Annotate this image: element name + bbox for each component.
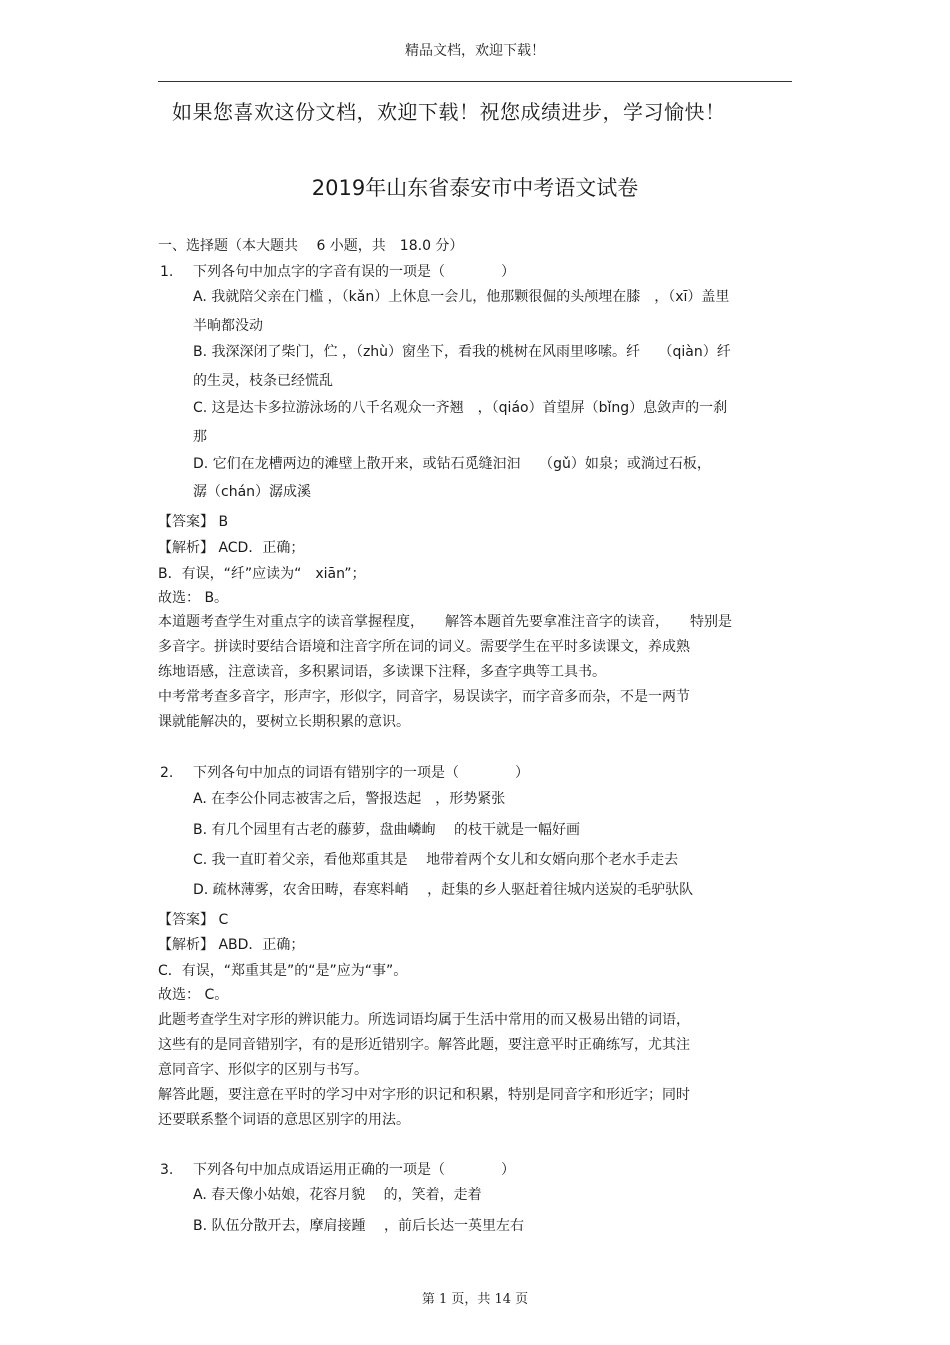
document-title: 2019年山东省泰安市中考语文试卷 [311, 176, 639, 200]
q1-number: 1. [160, 264, 174, 280]
page-footer: 第 1 页，共 14 页 [421, 1292, 529, 1307]
q1-b-correction: B．有误，“纤”应读为“ xiān”； [158, 566, 366, 582]
q1-option-c-line1: C. 这是达卡多拉游泳场的八千名观众一齐翘 ，（qiáo）首望屏（bǐng）息敛声的一刹 [193, 400, 728, 416]
q1-option-d-line1: D. 它们在龙槽两边的滩壁上散开来，或钻石觅缝汩汩 （gǔ）如泉；或淌过石板， [193, 456, 711, 472]
welcome-banner: 如果您喜欢这份文档，欢迎下载！祝您成绩进步，学习愉快！ [172, 100, 726, 124]
q2-explain-line: 还要联系整个词语的意思区别字的用法。 [158, 1112, 410, 1128]
q2-number: 2. [160, 765, 174, 781]
q1-option-a-line2: 半晌都没动 [193, 318, 263, 334]
section-heading: 一、选择题（本大题共 6 小题，共 18.0 分） [158, 238, 464, 254]
q1-option-a-line1: A. 我就陪父亲在门槛 ，（kǎn）上休息一会儿，他那颗很倔的头颅埋在膝 ，（xī）盖里 [193, 289, 730, 305]
q2-explain-line: 意同音字、形似字的区别与书写。 [158, 1062, 368, 1078]
q2-explain-line: 这些有的是同音错别字，有的是形近错别字。解答此题，要注意平时正确练写，尤其注 [158, 1037, 690, 1053]
q1-explain-line: 中考常考查多音字，形声字，形似字，同音字，易误读字，而字音多而杂，不是一两节 [158, 689, 690, 705]
q2-option-b: B. 有几个园里有古老的藤萝，盘曲嶙峋 的枝干就是一幅好画 [193, 822, 580, 838]
q1-explain-line: 练地语感，注意读音，多积累词语，多读课下注释，多查字典等工具书。 [158, 664, 606, 680]
q1-conclusion: 故选： B。 [158, 590, 229, 606]
q2-analysis: 【解析】 ABD．正确； [158, 937, 305, 953]
q1-option-b-line1: B. 我深深闭了柴门，伫 ，（zhù）窗坐下，看我的桃树在风雨里哆嗦。纤 （qiàn）纤 [193, 344, 731, 360]
q1-explain-line: 本道题考查学生对重点字的读音掌握程度， 解答本题首先要拿准注音字的读音， 特别是 [158, 614, 732, 630]
header-rule [158, 81, 792, 82]
q1-text: 下列各句中加点字的字音有误的一项是（ ） [193, 264, 515, 280]
q2-explain-line: 解答此题，要注意在平时的学习中对字形的识记和积累，特别是同音字和形近字；同时 [158, 1087, 690, 1103]
q1-option-b-line2: 的生灵，枝条已经慌乱 [193, 373, 333, 389]
q2-explain-line: 此题考查学生对字形的辨识能力。所选词语均属于生活中常用的而又极易出错的词语， [158, 1012, 690, 1028]
q2-option-c: C. 我一直盯着父亲，看他郑重其是 地带着两个女儿和女婿向那个老水手走去 [193, 852, 679, 868]
q1-answer: 【答案】 B [158, 514, 229, 530]
q3-option-a: A. 春天像小姑娘，花容月貌 的，笑着，走着 [193, 1187, 482, 1203]
q2-option-a: A. 在李公仆同志被害之后，警报迭起 ，形势紧张 [193, 791, 506, 807]
q1-explain-line: 多音字。拼读时要结合语境和注音字所在词的词义。需要学生在平时多读课文，养成熟 [158, 639, 690, 655]
q2-conclusion: 故选： C。 [158, 987, 229, 1003]
q3-number: 3. [160, 1162, 174, 1178]
q2-c-correction: C．有误，“郑重其是”的“是”应为“事”。 [158, 963, 408, 979]
q1-option-d-line2: 潺（chán）潺成溪 [193, 484, 312, 500]
q2-option-d: D. 疏林薄雾，农舍田畴，春寒料峭 ，赶集的乡人驱赶着往城内送炭的毛驴驮队 [193, 882, 694, 898]
q1-option-c-line2: 那 [193, 429, 207, 445]
q2-answer: 【答案】 C [158, 912, 229, 928]
q1-analysis: 【解析】 ACD．正确； [158, 540, 305, 556]
q3-text: 下列各句中加点成语运用正确的一项是（ ） [193, 1162, 515, 1178]
page-header: 精品文档，欢迎下载！ [405, 43, 545, 59]
q1-explain-line: 课就能解决的，要树立长期积累的意识。 [158, 714, 410, 730]
q2-text: 下列各句中加点的词语有错别字的一项是（ ） [193, 765, 529, 781]
q3-option-b: B. 队伍分散开去，摩肩接踵 ，前后长达一英里左右 [193, 1218, 524, 1234]
